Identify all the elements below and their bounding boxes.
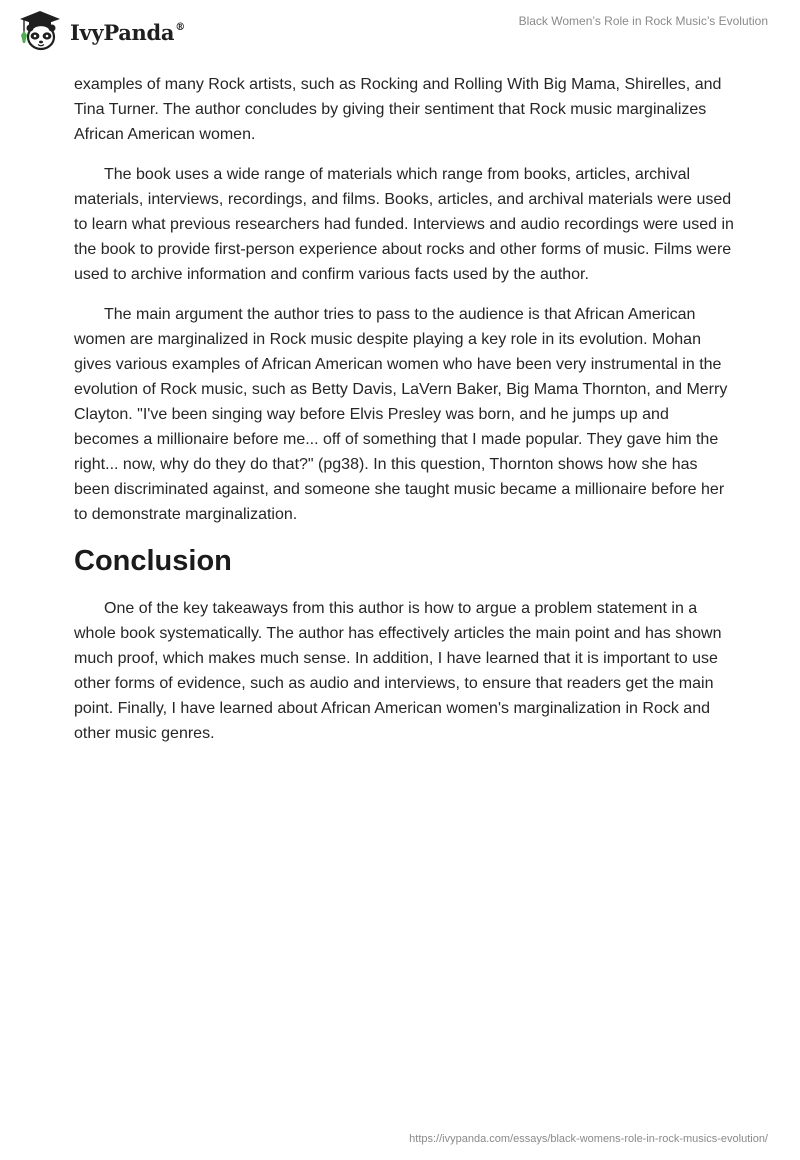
brand-text: IvyPanda bbox=[70, 19, 175, 45]
page-header bbox=[0, 0, 800, 60]
ivypanda-logo[interactable] bbox=[14, 8, 185, 54]
paragraph-conclusion: One of the key takeaways from this author is how to argue a problem statement in a whole book systematically. The author has effectively articles the main point and has shown much proof, which makes much sense. In addition, I have learned that it is important to use other forms of evidence, such as audio and interviews, to ensure that readers get the main point. Finally, I have learned about African American women's marginalization in Rock and other music genres. bbox=[74, 600, 722, 742]
document-title: Black Women’s Role in Rock Music’s Evolution bbox=[518, 14, 768, 28]
panda-graduate-icon bbox=[14, 8, 66, 54]
paragraph-materials: The book uses a wide range of materials which range from books, articles, archival materials, interviews, recordings, and films. Books, articles, and archival materials were used to learn what previous researchers had funded. Interviews and audio recordings were used in the book to provide first-person experience about rocks and other forms of music. Films were used to archive information and confirm various facts used by the author. bbox=[74, 166, 734, 283]
paragraph-continued: examples of many Rock artists, such as Rocking and Rolling With Big Mama, Shirelles, and Tina Turner. The author concludes by giving their sentiment that Rock music marginalizes African American women. bbox=[74, 76, 722, 143]
conclusion-heading: Conclusion bbox=[74, 545, 232, 577]
source-url[interactable]: https://ivypanda.com/essays/black-womens-role-in-rock-musics-evolution/ bbox=[409, 1133, 768, 1145]
paragraph-main-argument: The main argument the author tries to pass to the audience is that African American women are marginalized in Rock music despite playing a key role in its evolution. Mohan gives various examples of African American women who have been very instrumental in the evolution of Rock music, such as Betty Davis, LaVern Baker, Big Mama Thornton, and Merry Clayton. "I've been singing way before Elvis Presley was born, and he jumps up and becomes a millionaire before me... off of something that I made popular. They gave him the right... now, why do they do that?" (pg38). In this question, Thornton shows how she has been discriminated against, and someone she taught music became a millionaire before her to demonstrate marginalization. bbox=[74, 306, 728, 523]
registered-mark: ® bbox=[175, 21, 185, 33]
brand-name bbox=[70, 20, 185, 45]
essay-content bbox=[74, 72, 734, 761]
